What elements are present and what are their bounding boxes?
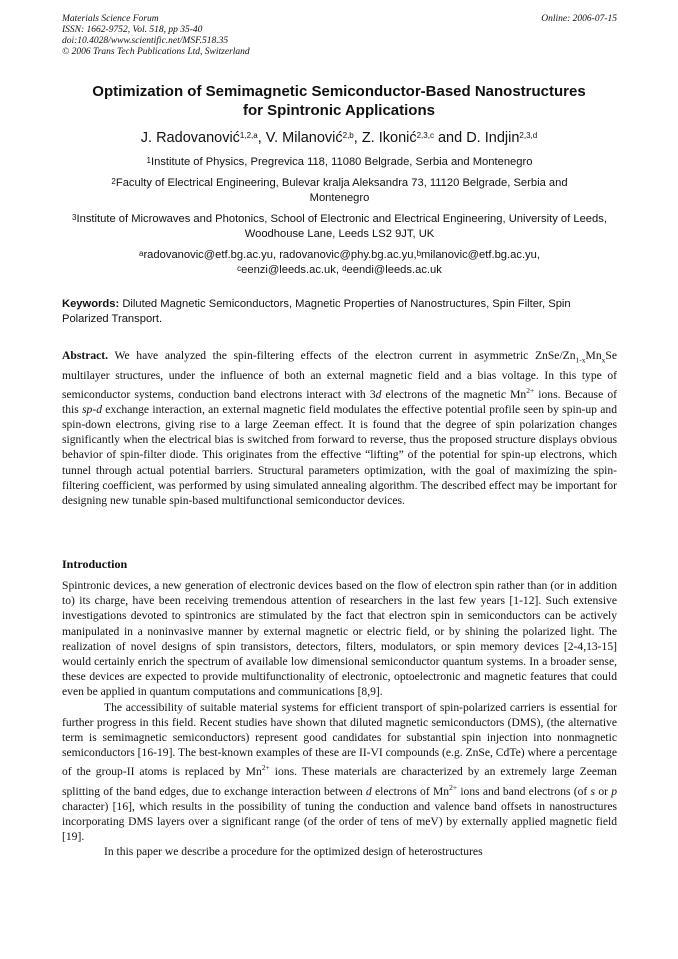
introduction-body	[62, 578, 617, 859]
title-line-1: Optimization of Semimagnetic Semiconductor-Based Nanostructures	[92, 83, 586, 100]
affiliation-sup: 3	[72, 213, 77, 222]
abstract-text: exchange interaction, an external magnetic field modulates the effective potential profile seen by spin-up and spin-down electrons, giving rise to a large Zeeman effect. It is found that the degree of spin polarization changes significantly when the electrical bias is switched from forward to reverse, thus the proposed structure displays obvious behavior of spin-filter diode. This originates from the effective “lifting” of the potential for spin-up electrons, which tunnel through actual potential barriers. Structural parameters optimization, with the goal of maximizing the spin-filtering coefficient, was performed by using simulated annealing algorithm. The described effect may be important for designing new tunable spin-based multifunctional semiconductor devices.	[62, 402, 617, 507]
affiliation-text: Institute of Microwaves and Photonics, School of Electronic and Electrical Engineering, University of Leeds, Woodhouse Lane, Leeds LS2 9JT, UK	[76, 213, 607, 240]
abstract-text: Mn	[585, 349, 602, 362]
email-sup: d	[342, 264, 347, 273]
italic-text: p	[611, 784, 618, 798]
email-sup: b	[416, 249, 422, 258]
affiliation-1	[62, 155, 617, 170]
email-sup: c	[237, 264, 242, 273]
title-line-2: for Spintronic Applications	[243, 102, 435, 119]
paragraph-text: character) [16], which results in the possibility of tuning the conduction and valence band offsets in nanostructures incorporating DMS layers over a significant range (of the order of tens of meV) by externally applied magnetic field [19].	[62, 799, 617, 843]
journal-name: Materials Science Forum	[62, 14, 159, 24]
keywords-label: Keywords:	[62, 298, 120, 310]
paragraph-text: electrons of Mn	[371, 784, 450, 798]
email-a: radovanovic@etf.bg.ac.yu, radovanovic@phy.bg.ac.yu,	[143, 249, 417, 261]
email-sup: a	[139, 249, 144, 258]
online-date: Online: 2006-07-15	[541, 14, 617, 24]
paragraph-text: The accessibility of suitable material systems for efficient transport of spin-polarized carriers is essential for further progress in this field. Recent studies have shown that diluted magnetic semiconductors (DMS), (the alternative term is semimagnetic semiconductors) represent good candidates for substantial spin injection into nonmagnetic semiconductors [16-19]. The best-known examples of these are II-VI compounds (e.g. ZnSe, CdTe) where a percentage of the group-II atoms is replaced by Mn	[62, 700, 617, 779]
author-sup: 1,2,a	[239, 131, 258, 140]
affiliation-sup: 1	[146, 156, 151, 165]
abstract-text: ions. Because of this	[62, 387, 617, 416]
abstract	[62, 348, 617, 508]
author-name: Z. Ikonić	[361, 130, 417, 146]
section-heading-introduction: Introduction	[62, 557, 128, 571]
author-name: D. Indjin	[466, 130, 520, 146]
author-emails	[62, 248, 617, 278]
author-list	[40, 129, 638, 147]
paragraph: Spintronic devices, a new generation of electronic devices based on the flow of electron spin rather than (or in addition to) its charge, have been receiving tremendous attention of researchers in the last few years [1-12]. Such extensive investigations devoted to spintronics are stimulated by the fact that electron spin in semiconductors can be actively manipulated in a noninvasive manner by external magnetic or electric field, or by shining the polarized light. The realization of novel designs of spin transistors, detectors, filters, modulators, or spin memory devices [2-4,13-15] would certainly enrich the spectrum of available low dimensional semiconductor quantum systems. In a broader sense, these devices are expected to provide multifunctionality of electronic, optoelectronic and magnetic features that could even be applied in quantum computations and communications [8,9].	[62, 579, 617, 699]
paragraph-text: or	[595, 784, 612, 798]
author-sup: 2,3,c	[416, 131, 434, 140]
issn: ISSN: 1662-9752, Vol. 518, pp 35-40	[62, 25, 203, 35]
superscript: 2+	[526, 385, 535, 395]
italic-text: s	[590, 784, 596, 798]
paragraph-text: ions. These materials are characterized by an extremely large Zeeman splitting of the band edges, due to exchange interaction between	[62, 765, 617, 798]
abstract-label: Abstract.	[62, 349, 109, 362]
keywords	[62, 297, 617, 327]
affiliation-sup: 2	[111, 177, 116, 186]
author-name: V. Milanović	[265, 130, 343, 146]
abstract-text: We have analyzed the spin-filtering effects of the electron current in asymmetric ZnSe/Zn	[114, 349, 576, 362]
author-sup: 2,b	[342, 131, 354, 140]
abstract-text: electrons of the magnetic Mn	[381, 387, 527, 401]
doi: doi:10.4028/www.scientific.net/MSF.518.35	[62, 36, 229, 46]
author-sup: 2,3,d	[519, 131, 538, 140]
email-d: eendi@leeds.ac.uk	[346, 264, 442, 276]
subscript: 1-x	[575, 355, 586, 365]
abstract-italic: sp-d	[82, 402, 103, 416]
paper-title	[40, 82, 638, 120]
subscript: x	[601, 355, 606, 365]
journal-header	[62, 14, 617, 58]
affiliation-text: Faculty of Electrical Engineering, Bulevar kralja Aleksandra 73, 11120 Belgrade, Serbia and Montenegro	[115, 177, 568, 204]
email-c: eenzi@leeds.ac.uk,	[241, 264, 339, 276]
author-name: J. Radovanović	[140, 130, 240, 146]
paragraph-text: ions and band electrons (of	[457, 784, 591, 798]
abstract-text: Se multilayer structures, under the influence of both an external magnetic field and a bias voltage. In this type of semiconductor systems, conduction band electrons interact with 3	[62, 349, 617, 401]
paragraph: In this paper we describe a procedure for the optimized design of heterostructures	[104, 845, 483, 859]
affiliation-2	[62, 176, 617, 206]
affiliation-3	[62, 212, 617, 242]
superscript: 2+	[261, 763, 270, 773]
superscript: 2+	[449, 782, 458, 792]
author-sep: ,	[257, 130, 266, 146]
email-b: milanovic@etf.bg.ac.yu,	[421, 249, 540, 261]
author-sep: and	[433, 130, 467, 146]
abstract-italic: d	[375, 387, 382, 401]
italic-text: d	[365, 784, 372, 798]
keywords-text: Diluted Magnetic Semiconductors, Magnetic Properties of Nanostructures, Spin Filter, Spin Polarized Transport.	[62, 298, 571, 325]
paragraph	[62, 700, 617, 845]
author-sep: ,	[353, 130, 362, 146]
copyright: © 2006 Trans Tech Publications Ltd, Switzerland	[62, 47, 250, 57]
affiliation-text: Institute of Physics, Pregrevica 118, 11080 Belgrade, Serbia and Montenegro	[151, 156, 533, 168]
